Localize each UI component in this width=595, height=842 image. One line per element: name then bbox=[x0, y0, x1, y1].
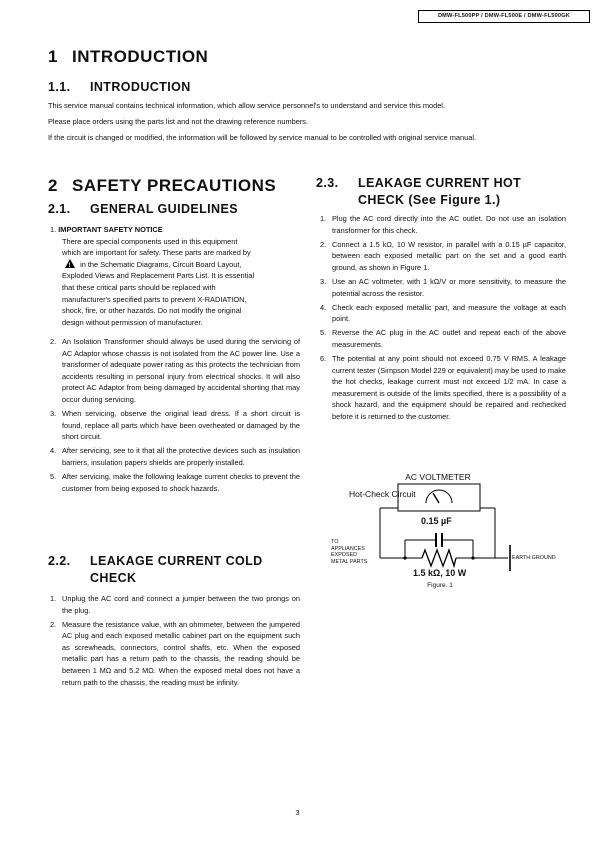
subsection-2-1-label: GENERAL GUIDELINES bbox=[90, 202, 238, 216]
safety-notice-title: IMPORTANT SAFETY NOTICE bbox=[58, 225, 163, 234]
list-item: 6. The potential at any point should not exceed 0.75 V RMS. A leakage current tester (Simpson Model 229 or equivalent) may be used to make the hot checks, leakage current must not exceed 1/2 mA. In case a measurement is outside of the limits specified, there is a possibility of a shock hazard, and the equipment should be repaired and rechecked before it is returned to the customer. bbox=[320, 354, 566, 421]
section-2-label: SAFETY PRECAUTIONS bbox=[72, 176, 277, 195]
subsection-2-3-label: LEAKAGE CURRENT HOT bbox=[358, 176, 522, 190]
notice-line: shock, fire, or other hazards. Do not modify the original bbox=[62, 306, 242, 316]
section-1-title bbox=[48, 47, 208, 67]
appliance-label: TO APPLIANCES EXPOSED METAL PARTS bbox=[331, 539, 368, 565]
subsection-1-1-number: 1.1. bbox=[48, 80, 71, 94]
intro-text bbox=[48, 100, 588, 144]
guidelines-list bbox=[50, 336, 300, 497]
subsection-2-2-label: LEAKAGE CURRENT COLD bbox=[90, 554, 263, 568]
list-item: 3. When servicing, observe the original lead dress. If a short circuit is found, replace all parts which have been overheated or damaged by the short circuit. bbox=[50, 409, 300, 442]
list-item: 3. Use an AC voltmeter, with 1 kΩ/V or more sensitivity, to measure the potential across the resistor. bbox=[320, 276, 566, 298]
subsection-2-2-label-cont: CHECK bbox=[90, 571, 137, 585]
section-1-label: INTRODUCTION bbox=[72, 47, 209, 66]
intro-line: If the circuit is changed or modified, the information will be followed by service manual to be controlled with original service manual. bbox=[48, 133, 477, 142]
list-item: 4. After servicing, see to it that all the protective devices such as insulation barriers, insulation papers shields are properly installed. bbox=[50, 446, 300, 467]
voltmeter-label: AC VOLTMETER bbox=[405, 472, 471, 482]
list-item: 1. Unplug the AC cord and connect a jumper between the two prongs on the plug. bbox=[50, 594, 300, 615]
list-item: 2. An Isolation Transformer should always be used during the servicing of AC Adaptor whose chassis is not isolated from the AC power line. Use a transformer of adequate power rating as this protects the technician from accidents resulting in personal injury from electrical shocks. It will also protect AC Adaptor from being damaged by accidental shorting that may occur during servicing. bbox=[50, 337, 300, 404]
safety-notice bbox=[50, 224, 300, 328]
subsection-1-1-label: INTRODUCTION bbox=[90, 80, 191, 94]
figure-title: Hot-Check Circuit bbox=[349, 489, 416, 499]
notice-line: Exploded Views and Replacement Parts List. It is essential bbox=[62, 271, 255, 281]
intro-line: Please place orders using the parts list and not the drawing reference numbers. bbox=[48, 117, 309, 126]
list-number: 1. bbox=[50, 225, 57, 234]
notice-line: design without permission of manufacturer. bbox=[62, 317, 203, 327]
subsection-2-3-title bbox=[316, 175, 521, 209]
model-header: DMW-FL500PP / DMW-FL500E / DMW-FL500GK bbox=[418, 10, 590, 23]
page-number: 3 bbox=[295, 808, 300, 817]
subsection-2-2-title bbox=[48, 553, 263, 587]
list-item: 5. After servicing, make the following leakage current checks to prevent the customer from being exposed to shock hazards. bbox=[50, 472, 300, 493]
notice-line: manufacturer's specified parts to prevent X-RADIATION, bbox=[62, 294, 247, 304]
meter-needle bbox=[433, 493, 439, 503]
voltmeter-box bbox=[398, 484, 480, 511]
section-2-number: 2 bbox=[48, 176, 58, 195]
section-2-title bbox=[48, 176, 276, 196]
earth-ground-label: EARTH GROUND bbox=[512, 555, 556, 561]
resistor-label: 1.5 kΩ, 10 W bbox=[413, 568, 467, 578]
subsection-2-3-label-cont: CHECK (See Figure 1.) bbox=[358, 193, 501, 207]
warning-triangle-icon bbox=[65, 259, 75, 268]
capacitor-label: 0.15 µF bbox=[421, 516, 452, 526]
subsection-2-2-number: 2.2. bbox=[48, 554, 71, 568]
subsection-1-1-title bbox=[48, 80, 191, 94]
list-item: 1. Plug the AC cord directly into the AC outlet. Do not use an isolation transformer for this check. bbox=[320, 214, 566, 235]
list-item: 2. Measure the resistance value, with an ohmmeter, between the jumpered AC plug and each exposed metallic cabinet part on the equipment such as screwheads, connectors, control shafts, etc. When the exposed metallic part has a return path to the chassis, the reading should be between 1 MΩ and 5.2 MΩ. When the exposed metal does not have a return path to the chassis, the reading must be infinity. bbox=[50, 619, 300, 687]
list-item: 4. Check each exposed metallic part, and measure the voltage at each point. bbox=[320, 302, 566, 324]
hot-check-list bbox=[320, 213, 566, 425]
list-item: 5. Reverse the AC plug in the AC outlet and repeat each of the above measurements. bbox=[320, 328, 566, 349]
notice-line: There are special components used in this equipment bbox=[62, 236, 238, 246]
subsection-2-1-title bbox=[48, 202, 238, 216]
subsection-2-3-number: 2.3. bbox=[316, 176, 339, 190]
notice-line: that these critical parts should be replaced with bbox=[62, 282, 216, 292]
meter-dial bbox=[426, 490, 452, 503]
section-1-number: 1 bbox=[48, 47, 58, 66]
subsection-2-1-number: 2.1. bbox=[48, 202, 71, 216]
intro-line: This service manual contains technical information, which allow service personnel's to understand and service this model. bbox=[48, 101, 446, 110]
figure-caption: Figure. 1 bbox=[427, 582, 453, 589]
notice-line: in the Schematic Diagrams, Circuit Board Layout, bbox=[80, 259, 242, 269]
cold-check-list bbox=[50, 593, 300, 691]
list-item: 2. Connect a 1.5 kΩ, 10 W resistor, in parallel with a 0.15 µF capacitor, between each exposed metallic part on the set and a good earth ground, as shown in Figure 1. bbox=[320, 239, 566, 272]
notice-line: which are important for safety. These parts are marked by bbox=[62, 248, 251, 258]
